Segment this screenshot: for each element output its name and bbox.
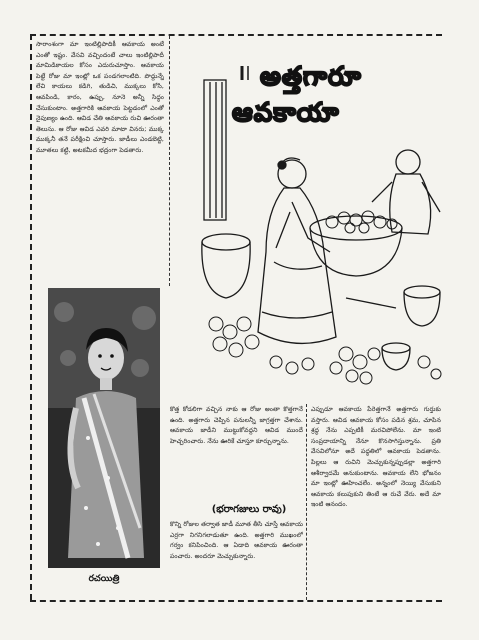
photo-caption: రచయిత్రి [88, 574, 120, 584]
page-frame-top [30, 34, 442, 36]
article-text-left-column: సారాంశంగా మా ఇంటిల్లిపాదికీ ఆవకాయ అంటే ఎంతో ఇష్టం. వేసవి వచ్చిందంటే చాలు ఇంటిల్లిపాదీ మామిడికాయల కోసం ఎదురుచూస్తాం. ఆవకాయ పెట్టే రోజు మా ఇంట్లో ఒక పండగలాంటిది. పొద్దున్నే లేచి కాయలు కడిగి, తుడిచి, ముక్కలు కోసి, ఆవపిండి, కారం, ఉప్పు, నూనె అన్నీ సిద్ధం చేసుకుంటాం. అత్తగారికి ఆవకాయ పెట్టడంలో ఎంతో నైపుణ్యం ఉంది. ఆవిడ చేతి ఆవకాయ రుచి ఊరంతా తెలుసు. ఆ రోజు ఆవిడ ఎవరి మాటా వినరు; ముక్క ముక్కనీ తనే పరీక్షించి చూస్తారు. జాడీలు ఎండబెట్టి, మూతలు కట్టి, అటకమీద భద్రంగా పెడతారు. [36, 41, 164, 154]
author-byline: (భరాగజులు రావు) [211, 504, 287, 515]
author-photo [48, 288, 160, 568]
page-frame-left [30, 34, 32, 600]
article-text-middle-column: కొత్త కోడలిగా వచ్చిన నాకు ఆ రోజు అంతా కొత్తగానే ఉంది. అత్తగారు చెప్పిన పనులన్నీ జాగ్రత్తగా చేశాను. ఆవకాయ జాడీని ముట్టుకోవద్దని ఆవిడ ముందే హెచ్చరించారు. నేను ఊరికే చూస్తూ కూర్చున్నాను. [170, 406, 303, 445]
title-line-2: ఆవకాయా [232, 98, 340, 128]
article-text-middle-column-continued: కొన్ని రోజుల తర్వాత జాడీ మూత తీసి చూస్తే ఆవకాయ ఎర్రగా నిగనిగలాడుతూ ఉంది. అత్తగారి ముఖంలో గర్వం కనిపించింది. ఆ ఏడాది ఆవకాయ ఊరంతా పంచారు. అందరూ మెచ్చుకున్నారు. [170, 521, 303, 560]
article-title [232, 62, 446, 142]
article-text-right-column: ఎప్పుడూ ఆవకాయ పేరెత్తగానే అత్తగారు గుర్తుకు వస్తారు. ఆవిడ ఆవకాయ కోసం పడిన శ్రమ, చూపిన శ్రద్ధ నేను ఎప్పటికీ మరచిపోలేను. మా ఇంటి సంప్రదాయాన్ని నేనూ కొనసాగిస్తున్నాను. ప్రతి వేసవిలోనూ అదే పద్ధతిలో ఆవకాయ పెడతాను. పిల్లలు ఆ రుచిని మెచ్చుకున్నప్పుడల్లా అత్తగారి ఆశీర్వాదమే అనుకుంటాను. ఆవకాయ లేని భోజనం మా ఇంట్లో ఊహించలేం. అన్నంలో నెయ్యి వేసుకుని ఆవకాయ కలుపుకుని తింటే ఆ రుచే వేరు. అదే మా ఇంటి ఆనందం. [311, 406, 441, 509]
column-divider [169, 36, 170, 286]
page-frame-bottom [30, 600, 442, 602]
column-divider [306, 404, 307, 600]
title-line-1: అత్తగారూ [260, 62, 362, 92]
